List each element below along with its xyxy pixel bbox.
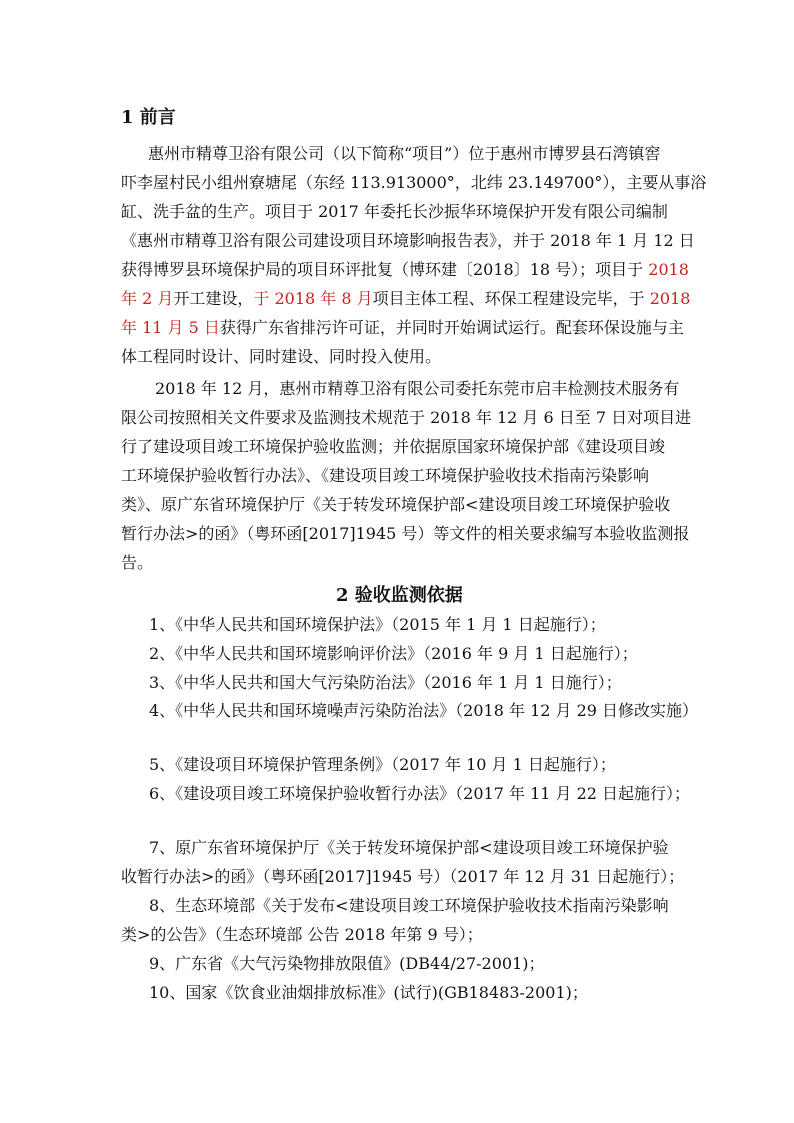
- para1-line6-red2: 于 2018 年 8 月: [253, 289, 373, 308]
- para2-line2: 限公司按照相关文件要求及监测技术规范于 2018 年 12 月 6 日至 7 日对项目进: [121, 408, 692, 427]
- list-item-1: 1、《中华人民共和国环境保护法》（2015 年 1 月 1 日起施行）；: [149, 615, 606, 634]
- para1-line6-red3: 2018: [649, 289, 691, 308]
- list-item-3: 3、《中华人民共和国大气污染防治法》（2016 年 1 月 1 日施行）；: [149, 673, 622, 692]
- para1-line6-red1: 年 2 月: [121, 289, 174, 308]
- list-item-8-line2: 类>的公告》（生态环境部 公告 2018 年第 9 号）；: [121, 925, 483, 944]
- para2-line1: 2018 年 12 月，惠州市精尊卫浴有限公司委托东莞市启丰检测技术服务有: [155, 379, 680, 398]
- para1-line6: [121, 288, 794, 310]
- para1-line7: [121, 317, 794, 339]
- list-item-7-line1: 7、原广东省环境保护厅《关于转发环境保护部<建设项目竣工环境保护验: [149, 838, 669, 857]
- list-item-6: 6、《建设项目竣工环境保护验收暂行办法》（2017 年 11 月 22 日起施行）；: [149, 784, 691, 803]
- section2-heading: 2 验收监测依据: [336, 585, 463, 606]
- para2-line6: 暂行办法>的函》（粤环函[2017]1945 号）等文件的相关要求编写本验收监测报: [121, 524, 690, 543]
- para1-line7-text: 获得广东省排污许可证，并同时开始调试运行。配套环保设施与主: [219, 318, 684, 337]
- list-item-9: 9、广东省《大气污染物排放限值》(DB44/27-2001)；: [149, 954, 545, 973]
- para1-line8: 体工程同时设计、同时建设、同时投入使用。: [121, 347, 442, 366]
- para1-line6-text2: 项目主体工程、环保工程建设完毕，于: [372, 289, 650, 308]
- para1-line4: 《惠州市精尊卫浴有限公司建设项目环境影响报告表》，并于 2018 年 1 月 12 日: [121, 231, 695, 250]
- list-item-7-line2: 收暂行办法>的函》（粤环函[2017]1945 号）（2017 年 12 月 31 日起施行）；: [121, 867, 685, 886]
- para2-line5: 类》、原广东省环境保护厅《关于转发环境保护部<建设项目竣工环境保护验收: [121, 495, 671, 514]
- para1-line7-red: 年 11 月 5 日: [121, 318, 220, 337]
- para1-line5-text: 获得博罗县环境保护局的项目环评批复（博环建〔2018〕18 号）；项目于: [121, 260, 649, 279]
- list-item-5: 5、《建设项目环境保护管理条例》（2017 年 10 月 1 日起施行）；: [149, 755, 616, 774]
- list-item-2: 2、《中华人民共和国环境影响评价法》（2016 年 9 月 1 日起施行）；: [149, 644, 638, 663]
- section1-heading: 1 前言: [121, 107, 176, 128]
- list-item-4: 4、《中华人民共和国环境噪声污染防治法》（2018 年 12 月 29 日修改实施）: [149, 701, 699, 720]
- para1-line2: 吓李屋村民小组州寮塘尾（东经 113.913000°，北纬 23.149700°），主要从事浴: [121, 173, 707, 192]
- para2-line3: 行了建设项目竣工环境保护验收监测；并依据原国家环境保护部《建设项目竣: [121, 437, 666, 456]
- para2-line4: 工环境保护验收暂行办法》、《建设项目竣工环境保护验收技术指南污染影响: [121, 466, 650, 485]
- para1-line1: 惠州市精尊卫浴有限公司（以下简称“项目”）位于惠州市博罗县石湾镇窖: [148, 144, 661, 163]
- list-item-8-line1: 8、生态环境部《关于发布<建设项目竣工环境保护验收技术指南污染影响: [149, 896, 669, 915]
- para1-line6-text1: 开工建设，: [173, 289, 254, 308]
- para2-line7: 告。: [121, 553, 154, 572]
- para1-line5: [121, 259, 794, 281]
- para1-line3: 缸、洗手盆的生产。项目于 2017 年委托长沙振华环境保护开发有限公司编制: [121, 202, 668, 221]
- list-item-10: 10、国家《饮食业油烟排放标准》(试行)(GB18483-2001)；: [149, 983, 588, 1002]
- para1-line5-red: 2018: [648, 260, 689, 279]
